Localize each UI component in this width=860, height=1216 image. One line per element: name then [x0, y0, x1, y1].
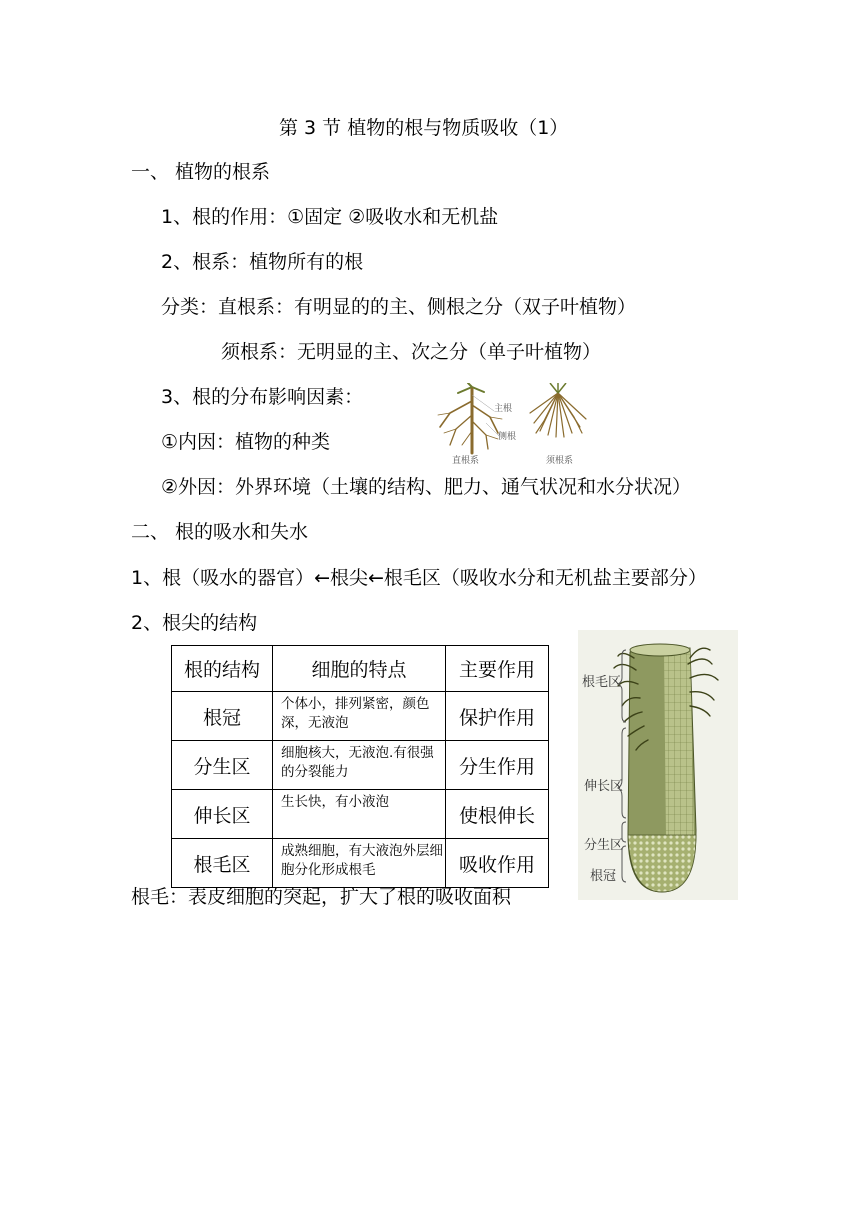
function-cell: 使根伸长 — [446, 790, 549, 839]
classification-line: 分类：直根系：有明显的的主、侧根之分（双子叶植物） — [161, 296, 637, 318]
page-title: 第 3 节 植物的根与物质吸收（1） — [279, 117, 569, 139]
table-row — [172, 839, 549, 888]
feature-cell: 细胞核大，无液泡.有很强的分裂能力 — [273, 741, 446, 790]
feature-cell: 个体小，排列紧密，颜色深，无液泡 — [273, 692, 446, 741]
fibrous-label: 须根系 — [546, 456, 574, 466]
main-root-label: 主根 — [494, 404, 513, 414]
root-tip-structure-heading: 2、根尖的结构 — [131, 612, 258, 634]
lateral-root-label: 侧根 — [498, 432, 517, 442]
structure-cell: 伸长区 — [172, 790, 273, 839]
header-cell: 根的结构 — [172, 646, 273, 692]
taproot-image — [428, 383, 518, 468]
root-tip-table — [171, 645, 549, 888]
structure-cell: 分生区 — [172, 741, 273, 790]
header-cell: 细胞的特点 — [273, 646, 446, 692]
function-cell: 保护作用 — [446, 692, 549, 741]
root-system-line: 2、根系：植物所有的根 — [161, 251, 364, 273]
structure-cell: 根毛区 — [172, 839, 273, 888]
elongation-zone-label: 伸长区 — [584, 779, 624, 794]
table-row — [172, 790, 549, 839]
root-hair-zone-label: 根毛区 — [582, 675, 622, 690]
distribution-factors-line: 3、根的分布影响因素： — [161, 386, 364, 408]
fibrous-root-line: 须根系：无明显的主、次之分（单子叶植物） — [221, 341, 602, 363]
function-cell: 分生作用 — [446, 741, 549, 790]
fibrous-root-image — [520, 383, 595, 468]
table-header-row — [172, 646, 549, 692]
feature-cell: 成熟细胞，有大液泡外层细胞分化形成根毛 — [273, 839, 446, 888]
meristem-zone-label: 分生区 — [584, 838, 624, 853]
root-tip-figure — [578, 630, 738, 900]
feature-cell: 生长快，有小液泡 — [273, 790, 446, 839]
root-cap-label: 根冠 — [590, 869, 617, 884]
root-hair-note: 根毛：表皮细胞的突起，扩大了根的吸收面积 — [131, 886, 512, 908]
table-row — [172, 692, 549, 741]
function-cell: 吸收作用 — [446, 839, 549, 888]
header-cell: 主要作用 — [446, 646, 549, 692]
external-factor-line: ②外因：外界环境（土壤的结构、肥力、通气状况和水分状况） — [161, 476, 692, 498]
section1-heading: 一、 植物的根系 — [131, 161, 271, 183]
structure-cell: 根冠 — [172, 692, 273, 741]
root-function-line: 1、根的作用：①固定 ②吸收水和无机盐 — [161, 206, 499, 228]
section2-heading: 二、 根的吸水和失水 — [131, 521, 309, 543]
taproot-label: 直根系 — [452, 456, 480, 466]
table-row — [172, 741, 549, 790]
root-chain-line: 1、根（吸水的器官）←根尖←根毛区（吸收水分和无机盐主要部分） — [131, 567, 707, 589]
internal-factor-line: ①内因：植物的种类 — [161, 431, 331, 453]
